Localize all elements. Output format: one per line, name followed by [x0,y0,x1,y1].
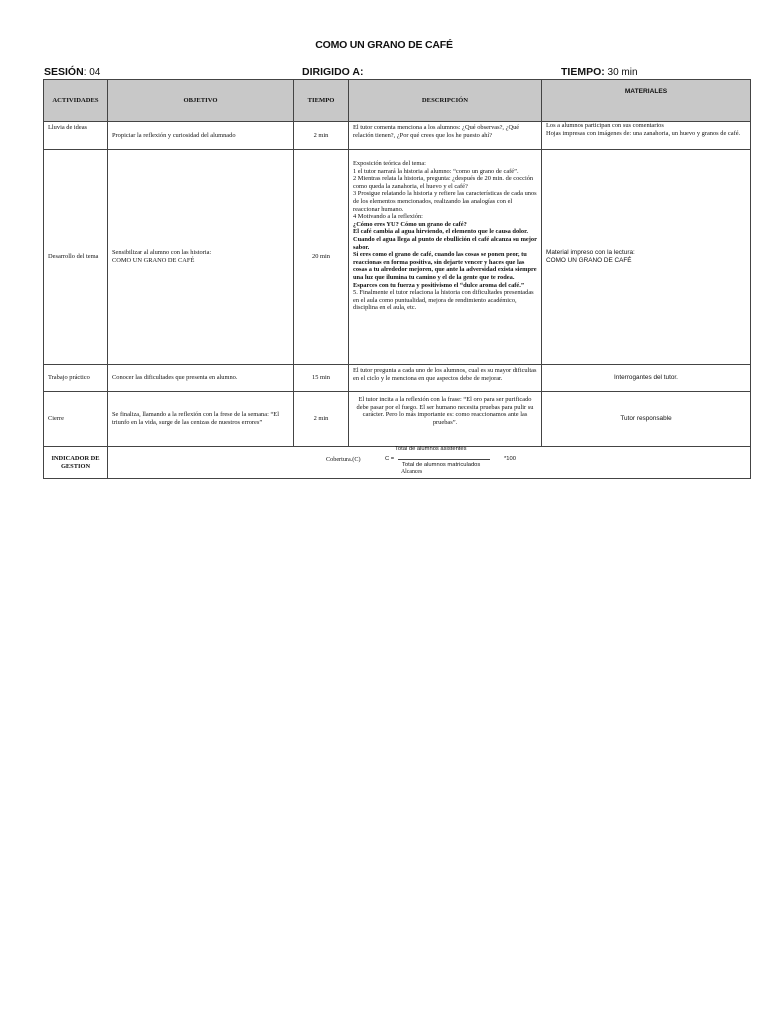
coverage-label: Cobertura.(C) [326,456,361,463]
denominator-text: Total de alumnos matriculados [402,462,481,468]
time-field [561,66,638,78]
session-table [43,79,751,479]
coverage-c-equals: C = [385,456,395,462]
cell-tiempo: 2 min [294,392,349,447]
header-descripcion: DESCRIPCIÓN [349,80,542,122]
directed-field [302,66,363,78]
directed-label: DIRIGIDO A: [302,66,364,78]
description-steps: Exposición teórica del tema: 1 el tutor narrará la historia al alumno: “como un grano de café”. 2 Mientras relata la historia, pregunta: ¿después de 20 min. de cocción como queda la zanahoria, el huevo y el café? 3 Prosigue relatando la historia y refiere las características de cada unos de los elementos mencionados, realizando las analogías con el reaccionar humano. 4 Motivando a la reflexión: [353,160,537,221]
cell-objetivo: Se finaliza, llamando a la reflexión con la frese de la semana: “El triunfo en la vida, surge de las cenizas de nuestros errores” [108,392,294,447]
cell-objetivo: Conocer las dificultades que presenta en alumno. [108,365,294,392]
header-tiempo: TIEMPO [294,80,349,122]
indicator-formula-cell [108,447,751,479]
cell-actividad: Desarrollo del tema [44,150,108,365]
cell-descripcion [349,150,542,365]
description-closing: 5. Finalmente el tutor relaciona la historia con dificultades presentadas en el aula como puntualidad, mejora de rendimiento académico, disciplina en el aula, etc. [353,289,534,312]
cell-materiales: Los a alumnos participan con sus comentarios Hojas impresas con imágenes de: una zanahoria, un huevo y granos de café. [542,122,751,150]
alcances-text: Alcances [401,469,423,475]
time-value: 30 min [604,67,638,78]
cell-descripcion: El tutor incita a la reflexión con la frase: “El oro para ser purificado debe pasar por el fuego. El ser humano necesita pruebas para pulir su carácter. Pero lo más importante es: como reaccionamos ante las pruebas”. [349,392,542,447]
description-reflection: ¿Cómo eres YU? Cómo un grano de café? El café cambia al agua hirviendo, el elemento que le causa dolor. Cuando el agua llega al punto de ebullición el café alcanza su mejor sabor. Si eres como el grano de café, cuando las cosas se ponen peor, tu reaccionas en forma positiva, sin dejarte vencer y haces que las cosas a tu alrededor mejoren, que ante la adversidad exista siempre una luz que ilumina tu camino y el de la gente que te rodea. Esparces con tu fuerza y positivismo el “dulce aroma del café.” [353,220,537,289]
table-row [44,150,751,365]
multiplier-text: *100 [504,456,516,462]
cell-objetivo: Propiciar la reflexión y curiosidad del alumnado [108,122,294,150]
cell-actividad: Cierre [44,392,108,447]
indicator-label: INDICADOR DE GESTION [44,447,108,479]
cell-actividad: Lluvia de ideas [44,122,108,150]
cell-tiempo: 2 min [294,122,349,150]
session-field [44,66,100,78]
cell-materiales: Tutor responsable [542,392,751,447]
numerator-text: Total de alumnos asistentes [395,446,467,452]
header-objetivo: OBJETIVO [108,80,294,122]
table-row [44,365,751,392]
table-header-row [44,80,751,122]
cell-descripcion: El tutor comenta menciona a los alumnos: ¿Qué observas?, ¿Qué relación tienen?, ¿Por qué crees que los he puesto ahí? [349,122,542,150]
cell-tiempo: 20 min [294,150,349,365]
cell-tiempo: 15 min [294,365,349,392]
cell-actividad: Trabajo práctico [44,365,108,392]
cell-materiales: Interrogantes del tutor. [542,365,751,392]
header-actividades: ACTIVIDADES [44,80,108,122]
fraction-bar [398,459,490,460]
time-label: TIEMPO: [561,66,605,78]
header-materiales: MATERIALES [542,80,751,122]
cell-descripcion: El tutor pregunta a cada uno de los alumnos, cual es su mayor dificultas en el ciclo y le menciona en que aspectos debe de mejorar. [349,365,542,392]
cell-materiales: Material impreso con la lectura: COMO UN GRANO DE CAFÉ [542,150,751,365]
document-title: COMO UN GRANO DE CAFÉ [315,39,453,51]
coverage-formula [108,447,750,475]
indicator-row [44,447,751,479]
table-row [44,122,751,150]
cell-objetivo: Sensibilizar al alumno con las historia: COMO UN GRANO DE CAFÉ [108,150,294,365]
table-row [44,392,751,447]
session-value: : 04 [83,67,101,78]
session-label: SESIÓN [44,66,84,78]
